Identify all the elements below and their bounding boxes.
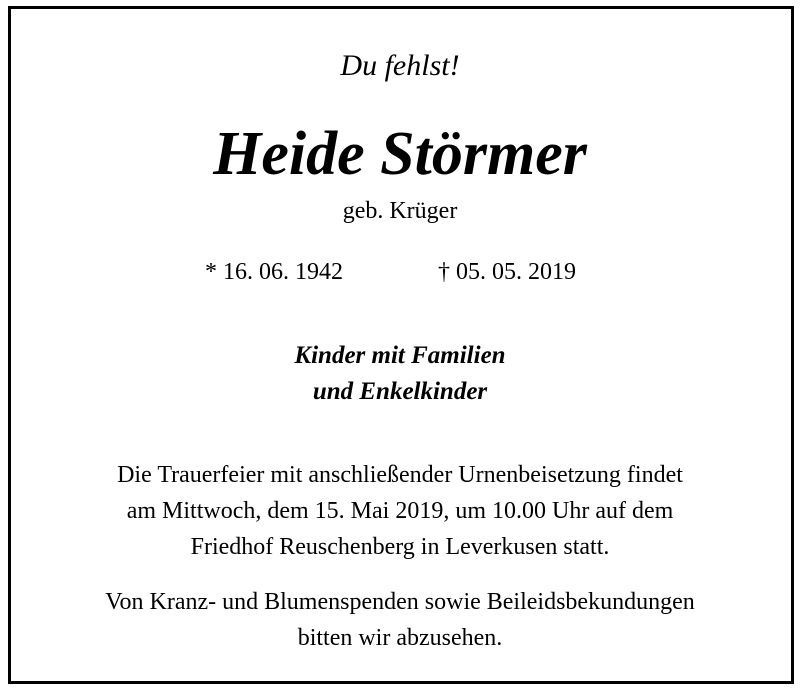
request-text-line: Von Kranz- und Blumenspenden sowie Beileidsbekundungen: [105, 589, 695, 615]
motto: Du fehlst!: [340, 49, 460, 82]
ceremony-text-line: am Mittwoch, dem 15. Mai 2019, um 10.00 Uhr auf dem: [126, 498, 674, 524]
maiden-name: geb. Krüger: [342, 198, 458, 224]
deceased-name: Heide Störmer: [213, 120, 587, 188]
ceremony-text-line: Friedhof Reuschenberg in Leverkusen statt.: [190, 534, 610, 560]
ceremony-text-line: Die Trauerfeier mit anschließender Urnenbeisetzung findet: [117, 462, 683, 488]
mourners-line: und Enkelkinder: [312, 378, 488, 405]
request-text-line: bitten wir abzusehen.: [297, 625, 503, 651]
death-date: † 05. 05. 2019: [438, 259, 576, 285]
life-dates: [0, 256, 800, 288]
birth-date: * 16. 06. 1942: [205, 259, 343, 285]
mourners-line: Kinder mit Familien: [294, 342, 506, 369]
